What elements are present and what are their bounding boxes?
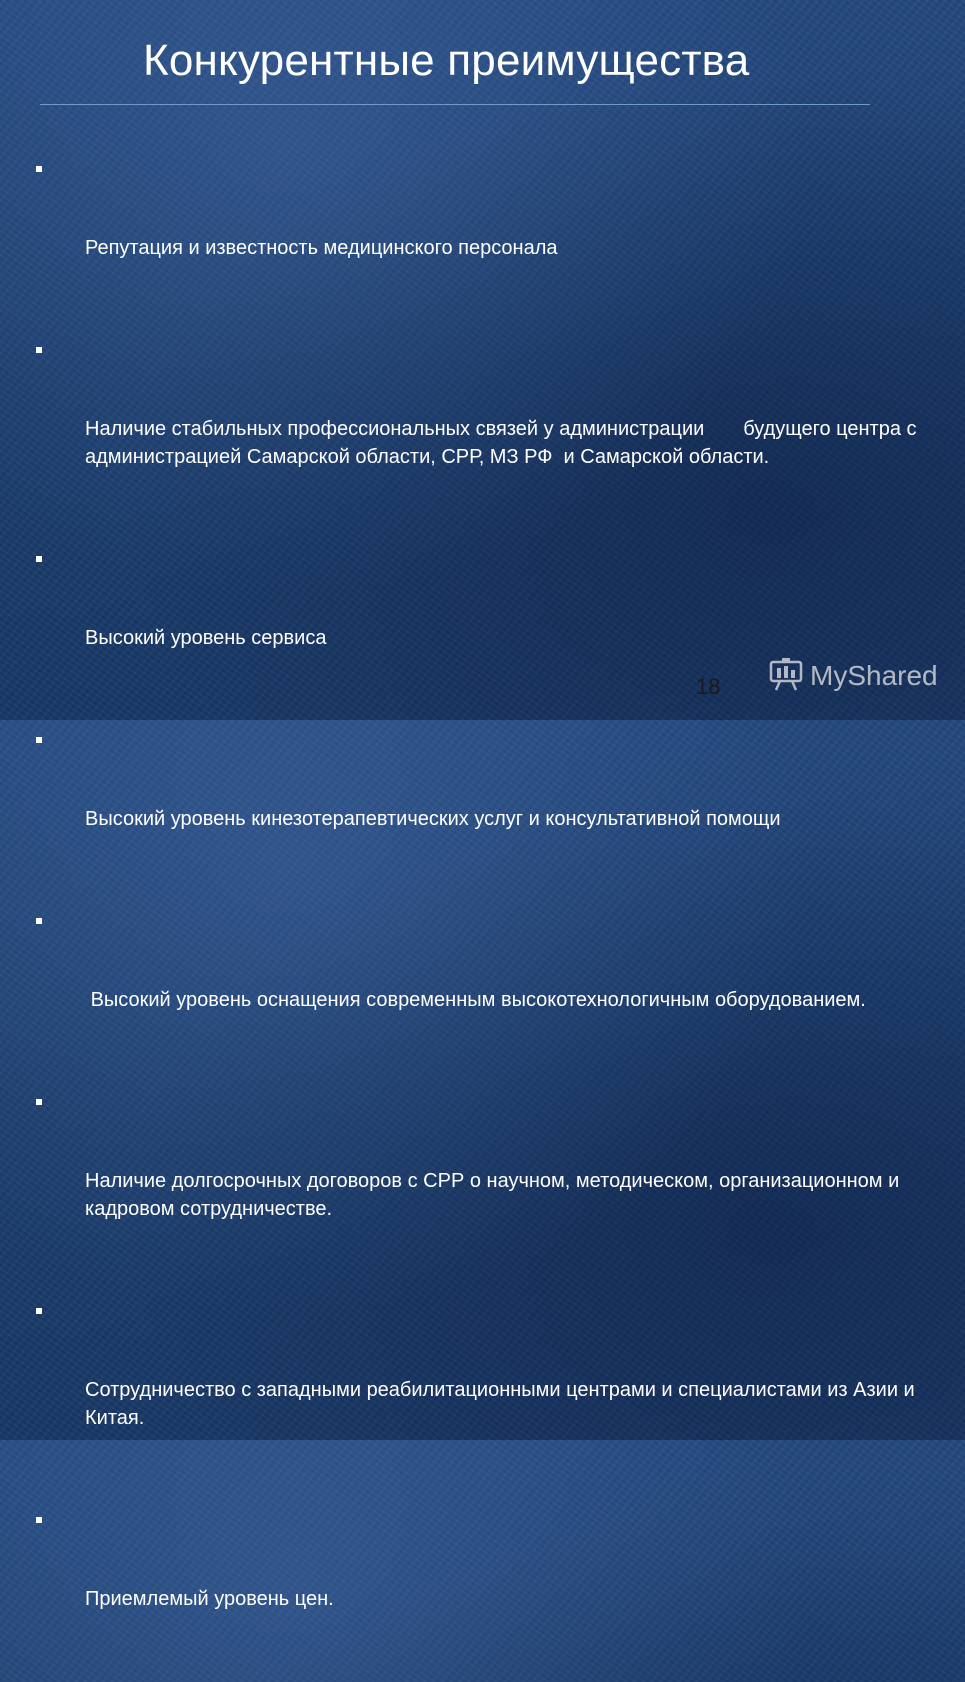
list-item [0,1292,960,1488]
slide-title: Конкурентные преимущества [143,36,750,85]
presentation-board-icon [768,657,804,696]
square-bullet-icon [36,347,42,353]
list-item-text: Высокий уровень оснащения современным высокотехнологичным оборудованием. [85,989,866,1011]
list-item [0,331,960,527]
square-bullet-icon [36,737,42,743]
watermark-text: MyShared [810,660,938,691]
square-bullet-icon [36,918,42,924]
list-item [0,1501,960,1669]
square-bullet-icon [36,166,42,172]
page-number: 18 [696,674,721,699]
square-bullet-icon [36,556,42,562]
list-item-text: Наличие долгосрочных договоров с СРР о научном, методическом, организационном и кадровом сотрудничестве. [85,1170,905,1220]
list-item [0,1083,960,1279]
watermark[interactable] [768,656,938,696]
list-item [0,150,960,318]
square-bullet-icon [36,1099,42,1105]
list-item-text: Наличие стабильных профессиональных связей у администрации будущего центра с администрацией Самарской области, СРР, МЗ РФ и Самарской области. [85,418,923,468]
list-item-text: Приемлемый уровень цен. [85,1588,334,1610]
square-bullet-icon [36,1517,42,1523]
title-divider [40,104,870,105]
list-item-text: Высокий уровень кинезотерапевтических услуг и консультативной помощи [85,808,781,830]
bullet-list [0,150,960,1682]
square-bullet-icon [36,1308,42,1314]
list-item-text: Сотрудничество с западными реабилитационными центрами и специалистами из Азии и Китая. [85,1379,921,1429]
list-item [0,721,960,889]
list-item [0,902,960,1070]
list-item-text: Высокий уровень сервиса [85,627,327,649]
list-item-text: Репутация и известность медицинского персонала [85,237,558,259]
